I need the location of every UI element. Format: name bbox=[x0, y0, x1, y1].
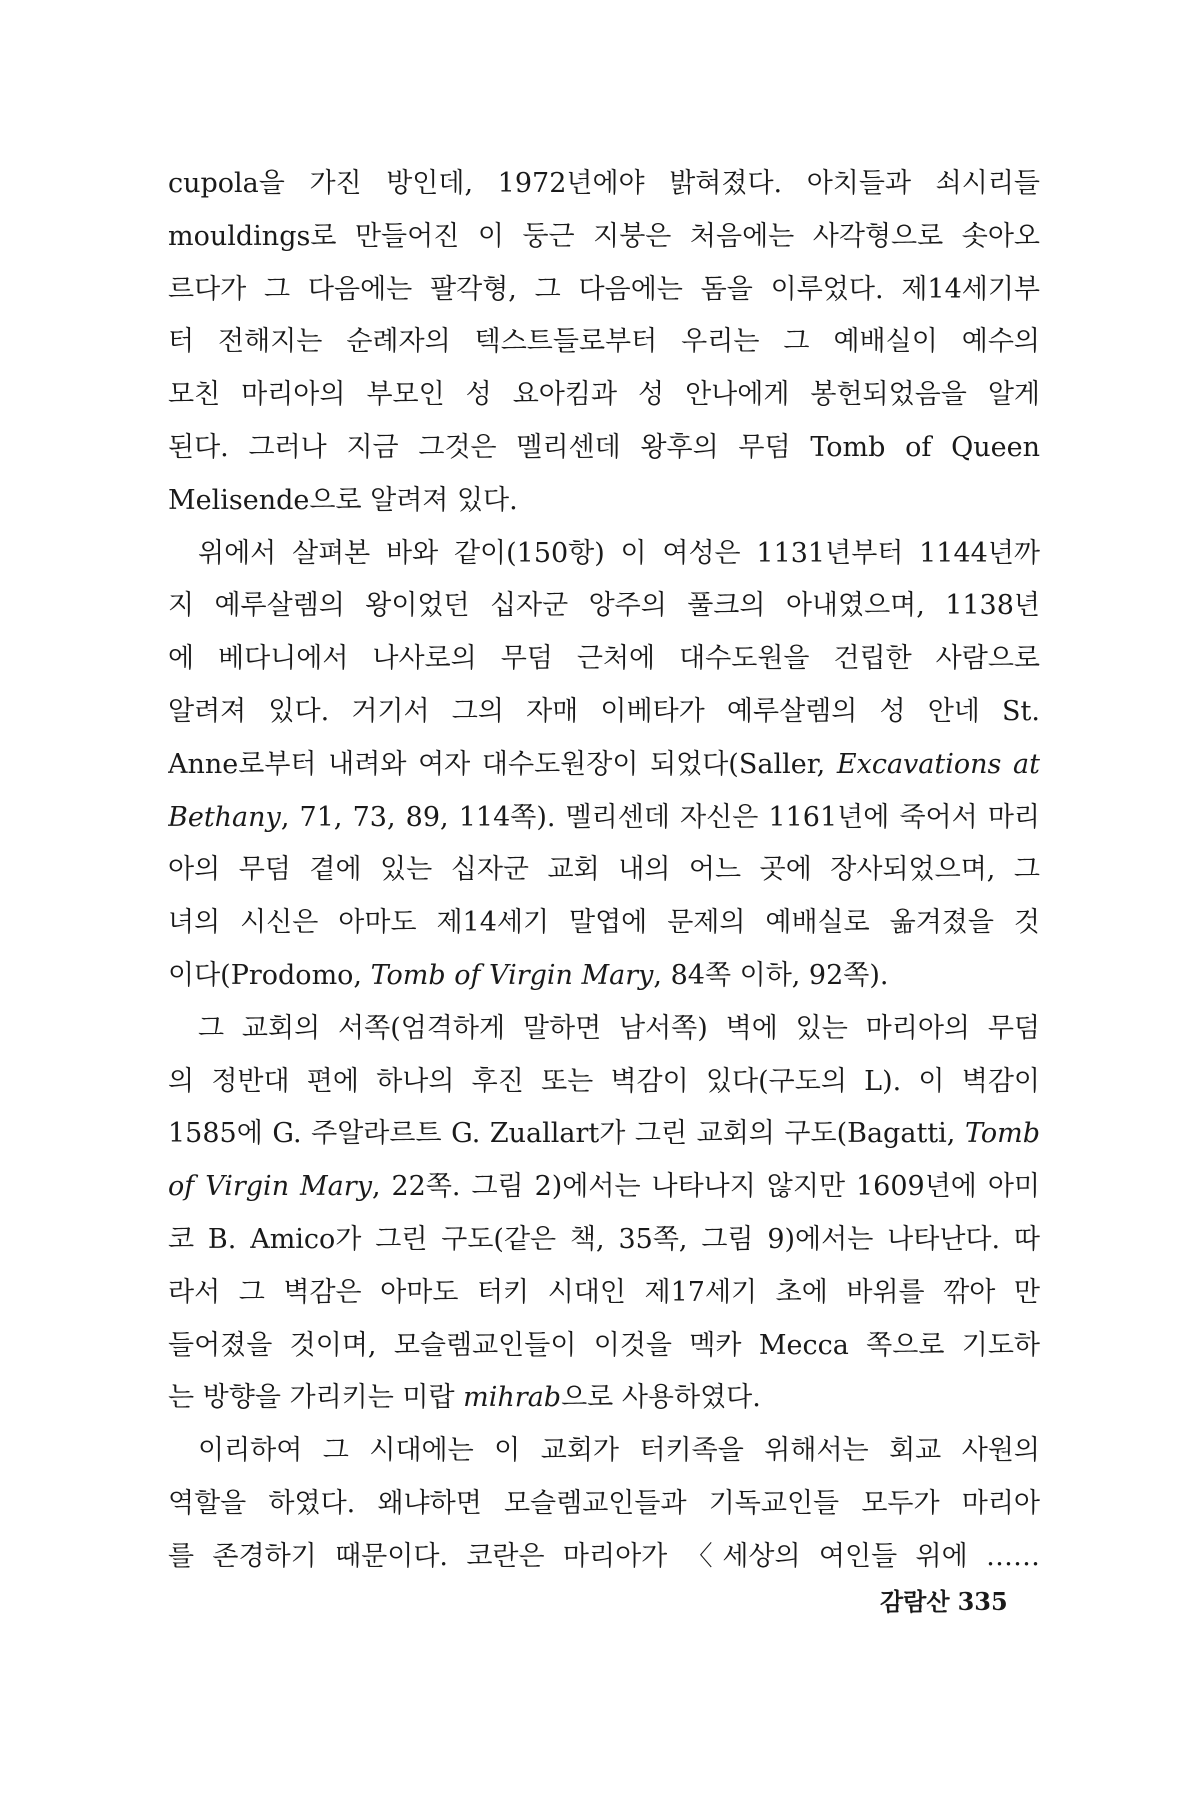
text-line-content: 그 교회의 서쪽(엄격하게 말하면 남서쪽) 벽에 있는 마리아의 무덤 bbox=[198, 1012, 1040, 1044]
text-line bbox=[168, 633, 1040, 686]
text-line bbox=[168, 1214, 1040, 1267]
text-line bbox=[168, 422, 1040, 475]
text-line bbox=[168, 264, 1040, 317]
text-line-content: 모친 마리아의 부모인 성 요아킴과 성 안나에게 봉헌되었음을 알게 bbox=[168, 379, 1040, 411]
text-line-content: 코 B. Amico가 그린 구도(같은 책, 35쪽, 그림 9)에서는 나타난다. 따 bbox=[168, 1223, 1040, 1255]
text-line-content: 의 정반대 편에 하나의 후진 또는 벽감이 있다(구도의 L). 이 벽감이 bbox=[168, 1065, 1040, 1097]
text-line-content: 들어졌을 것이며, 모슬렘교인들이 이것을 멕카 Mecca 쪽으로 기도하 bbox=[168, 1329, 1040, 1361]
text-line-content: 된다. 그러나 지금 그것은 멜리센데 왕후의 무덤 Tomb of Queen bbox=[168, 431, 1040, 463]
text-line-content: 는 방향을 가리키는 미랍 mihrab으로 사용하였다. bbox=[168, 1382, 761, 1414]
text-line bbox=[168, 211, 1040, 264]
text-line-content: 라서 그 벽감은 아마도 터키 시대인 제17세기 초에 바위를 깎아 만 bbox=[168, 1276, 1040, 1308]
text-line-content: 이다(Prodomo, Tomb of Virgin Mary, 84쪽 이하, 92쪽). bbox=[168, 959, 889, 991]
text-line bbox=[168, 1267, 1040, 1320]
page-number: 335 bbox=[957, 1587, 1008, 1616]
paragraph-1 bbox=[168, 158, 1040, 528]
paragraph-3 bbox=[168, 1003, 1040, 1425]
text-line bbox=[168, 1425, 1040, 1478]
text-line-content: 르다가 그 다음에는 팔각형, 그 다음에는 돔을 이루었다. 제14세기부 bbox=[168, 273, 1040, 305]
text-line-content: 에 베다니에서 나사로의 무덤 근처에 대수도원을 건립한 사람으로 bbox=[168, 643, 1040, 675]
text-line bbox=[168, 580, 1040, 633]
paragraph-4 bbox=[168, 1425, 1040, 1583]
text-line bbox=[168, 1003, 1040, 1056]
text-line bbox=[168, 158, 1040, 211]
text-line-content: of Virgin Mary, 22쪽. 그림 2)에서는 나타나지 않지만 1609년에 아미 bbox=[168, 1171, 1040, 1203]
text-line bbox=[168, 369, 1040, 422]
text-line bbox=[168, 1108, 1040, 1161]
text-line-content: 녀의 시신은 아마도 제14세기 말엽에 문제의 예배실로 옮겨졌을 것 bbox=[168, 907, 1040, 939]
text-line-content: 알려져 있다. 거기서 그의 자매 이베타가 예루살렘의 성 안네 St. bbox=[168, 695, 1040, 727]
text-line-content: 위에서 살펴본 바와 같이(150항) 이 여성은 1131년부터 1144년까 bbox=[198, 537, 1040, 569]
text-line bbox=[168, 1161, 1040, 1214]
text-line bbox=[168, 1372, 1040, 1425]
text-line-content: cupola을 가진 방인데, 1972년에야 밝혀졌다. 아치들과 쇠시리들 bbox=[168, 168, 1040, 199]
text-line bbox=[168, 950, 1040, 1003]
text-line bbox=[168, 475, 1040, 528]
text-line-content: 터 전해지는 순례자의 텍스트들로부터 우리는 그 예배실이 예수의 bbox=[168, 326, 1040, 358]
body-text bbox=[168, 158, 1040, 1584]
text-line-content: 아의 무덤 곁에 있는 십자군 교회 내의 어느 곳에 장사되었으며, 그 bbox=[168, 854, 1040, 886]
text-line-content: 1585에 G. 주알라르트 G. Zuallart가 그린 교회의 구도(Bagatti, Tomb bbox=[168, 1118, 1040, 1150]
text-line-content: 지 예루살렘의 왕이었던 십자군 앙주의 풀크의 아내였으며, 1138년 bbox=[168, 590, 1040, 622]
footer-section-title: 감람산 bbox=[880, 1588, 950, 1616]
text-line-content: mouldings로 만들어진 이 둥근 지붕은 처음에는 사각형으로 솟아오 bbox=[168, 220, 1040, 252]
running-footer bbox=[880, 1582, 1008, 1617]
text-line-content: 를 존경하기 때문이다. 코란은 마리아가 〈세상의 여인들 위에 …… bbox=[168, 1540, 1040, 1572]
text-line bbox=[168, 897, 1040, 950]
text-line-content: Anne로부터 내려와 여자 대수도원장이 되었다(Saller, Excavations at bbox=[168, 748, 1040, 780]
text-line bbox=[168, 1478, 1040, 1531]
text-line bbox=[168, 844, 1040, 897]
text-line bbox=[168, 1320, 1040, 1373]
paragraph-2 bbox=[168, 528, 1040, 1003]
text-line bbox=[168, 792, 1040, 845]
text-line-content: Melisende으로 알려져 있다. bbox=[168, 484, 518, 516]
text-line-content: Bethany, 71, 73, 89, 114쪽). 멜리센데 자신은 1161년에 죽어서 마리 bbox=[168, 801, 1040, 833]
text-line bbox=[168, 1531, 1040, 1584]
text-line bbox=[168, 686, 1040, 739]
text-line-content: 역할을 하였다. 왜냐하면 모슬렘교인들과 기독교인들 모두가 마리아 bbox=[168, 1487, 1040, 1519]
text-line bbox=[168, 528, 1040, 581]
text-line bbox=[168, 316, 1040, 369]
text-line bbox=[168, 1056, 1040, 1109]
text-line bbox=[168, 739, 1040, 792]
text-line-content: 이리하여 그 시대에는 이 교회가 터키족을 위해서는 회교 사원의 bbox=[198, 1435, 1040, 1467]
